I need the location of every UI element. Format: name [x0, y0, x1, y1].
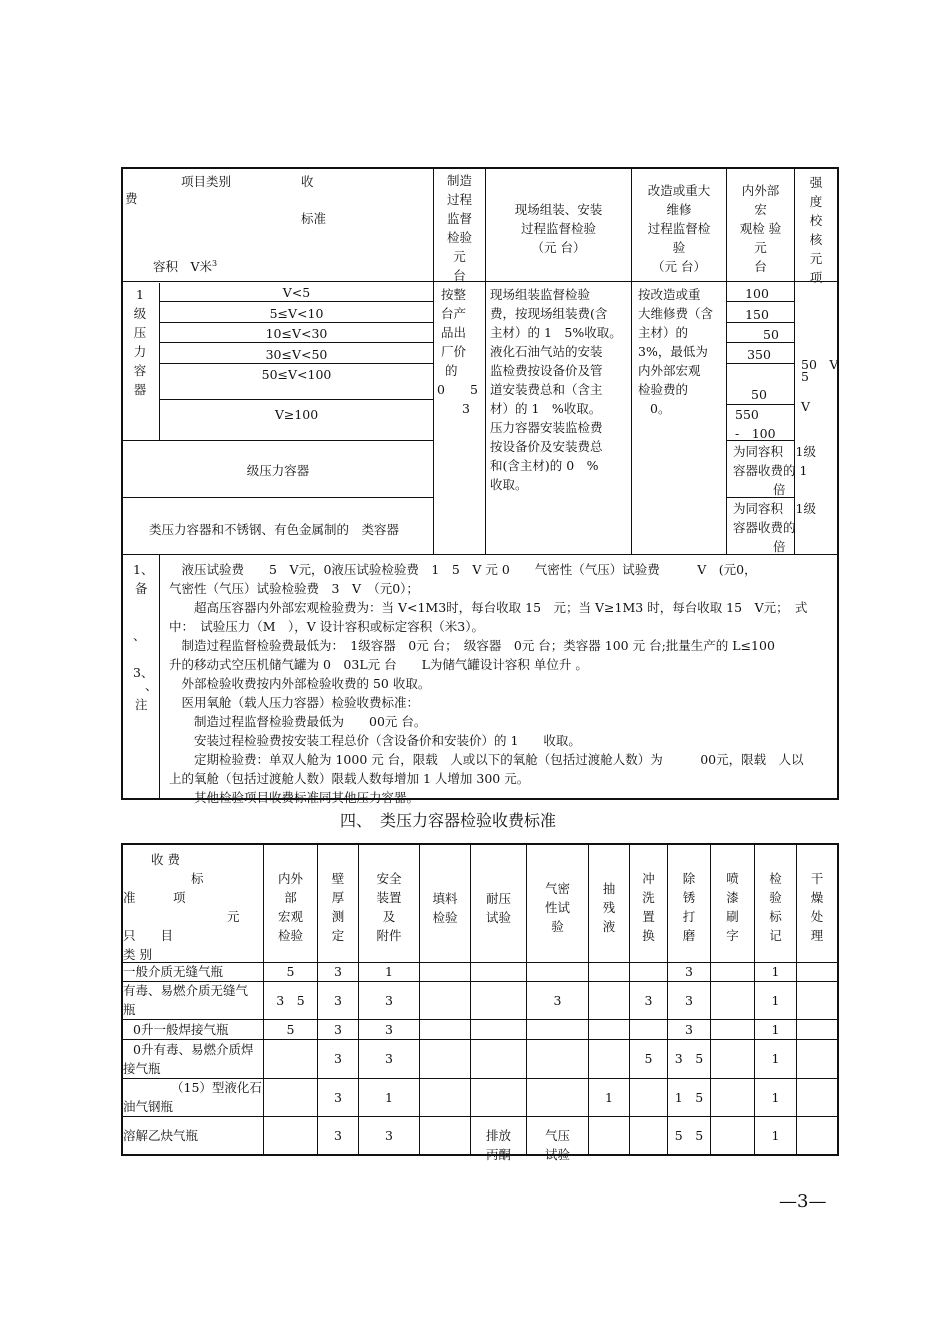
volume-row: 10≤V<30	[265, 326, 328, 341]
table-cell: 3	[553, 992, 562, 1008]
column-header: 内外 部 宏观 检验	[277, 871, 303, 943]
header-strength: 强 度 校 核 元 项	[809, 175, 823, 285]
column-header: 干 燥 处 理	[810, 871, 824, 943]
row-name: 有毒、易燃介质无缝气 瓶	[123, 983, 249, 1017]
class2-label: 级压力容器	[246, 463, 310, 478]
row-name: 一般介质无缝气瓶	[123, 964, 224, 979]
table-cell: 气压 试验	[544, 1128, 570, 1162]
modify-text: 按改造或重 大维修费（含 主材）的 3%，最低为 内外部宏观 检验费的 0。	[638, 287, 714, 416]
row-name: 0升一般焊接气瓶	[133, 1021, 229, 1037]
table-cell: 5	[286, 1021, 295, 1037]
table-cell: 5	[286, 964, 295, 979]
table-cell: 3	[685, 1021, 693, 1037]
header-charge: 收	[301, 174, 314, 189]
volume-row: V≥100	[274, 407, 319, 422]
header-fee: 费	[125, 191, 138, 206]
install-text: 现场组装监督检验 费，按现场组装费(含 主材）的 1 5%收取。 液化石油气站的安装 监检费按设备价及管 道安装费总和（含主 材）的 1 %收取。 压力容器安装监检费 按设备价及安装费总 和(含主材)的 0 % 收取。	[490, 287, 622, 492]
column-header: 壁 厚 测 定	[331, 871, 345, 943]
table-cell: 3 5	[674, 1051, 704, 1066]
strength-text: 50 V 5 V	[801, 357, 839, 414]
section-caption: 四、 类压力容器检验收费标准	[340, 811, 557, 830]
row-name: 0升有毒、易燃介质焊 接气瓶	[123, 1041, 254, 1076]
table-cell: 1	[771, 992, 780, 1008]
class3-label: 类压力容器和不锈钢、有色金属制的 类容器	[149, 522, 400, 537]
table-cell: 5 5	[674, 1127, 704, 1143]
table-cell: 3	[334, 1051, 342, 1066]
table-cell: 3	[334, 1127, 342, 1143]
inspect-value: 350	[747, 347, 771, 362]
inspect-value: 50	[751, 387, 767, 402]
fee-table-gas-cylinders	[121, 843, 839, 1162]
header-modify: 改造或重大 维修 过程监督检 验 （元 台）	[647, 183, 711, 274]
table-cell: 3	[685, 964, 693, 979]
inspect-value: 50	[763, 327, 779, 342]
table-cell: 1	[771, 964, 780, 979]
table-cell: 3	[385, 992, 393, 1008]
volume-row: 5≤V<10	[269, 306, 324, 321]
header-install: 现场组装、安装 过程监督检验 （元 台）	[514, 202, 603, 255]
class3-inspect: 为同容积 1级 容器收费的 倍	[733, 501, 816, 554]
table-cell: 3	[685, 992, 693, 1008]
table-cell: 1	[771, 1089, 780, 1105]
row-name: （15）型液化石 油气钢瓶	[123, 1080, 262, 1114]
class2-inspect: 为同容积 1级 容器收费的 1 倍	[733, 444, 816, 497]
fee-table-pressure-vessels	[121, 167, 839, 805]
table-cell: 3	[385, 1051, 393, 1066]
table-cell: 排放 丙酮	[485, 1128, 511, 1162]
class1-label: 1 级 压 力 容 器	[133, 287, 147, 397]
manufacture-text: 按整 台产 品出 厂价 的 0 5 3	[437, 287, 478, 416]
table-cell: 1	[385, 1089, 393, 1105]
volume-row: 50≤V<100	[261, 367, 332, 382]
column-header: 除 锈 打 磨	[682, 871, 696, 943]
table-cell: 1	[605, 1089, 613, 1105]
table-cell: 3	[385, 1021, 393, 1037]
table-cell: 3	[385, 1127, 393, 1143]
column-header: 检 验 标 记	[769, 871, 782, 943]
table-cell: 1	[385, 964, 393, 979]
table-cell: 3	[644, 992, 653, 1008]
header-standard: 标准	[301, 211, 327, 226]
inspect-value: 150	[745, 307, 769, 322]
table-cell: 3	[334, 1021, 342, 1037]
table-cell: 1 5	[674, 1089, 704, 1105]
volume-row: 30≤V<50	[265, 347, 328, 362]
table-cell: 1	[771, 1021, 780, 1037]
page-number: —3—	[779, 1191, 827, 1212]
inspect-value: 100	[745, 286, 769, 301]
table-cell: 3	[334, 1089, 342, 1105]
column-header: 冲 洗 置 换	[642, 871, 655, 943]
table-cell: 1	[771, 1051, 780, 1066]
column-header: 填料 检验	[432, 891, 458, 925]
table-cell: 1	[771, 1127, 780, 1143]
table-cell: 3	[334, 992, 342, 1008]
column-header: 气密 性试 验	[544, 881, 570, 934]
row-name: 溶解乙炔气瓶	[123, 1127, 199, 1143]
header-inspect: 内外部 宏 观检 验 元 台	[739, 183, 782, 274]
column-header: 喷 漆 刷 字	[726, 871, 739, 943]
column-header: 耐压 试验	[485, 891, 511, 925]
header-item-category: 项目类别	[181, 174, 232, 189]
table-cell: 3 5	[276, 992, 305, 1008]
header-volume: 容积 V米$^3$	[153, 259, 218, 275]
inspect-value: 550	[735, 407, 759, 422]
table-cell: 5	[644, 1051, 653, 1066]
volume-row: V<5	[282, 285, 311, 300]
notes-text: 液压试验费 5 V元，0液压试验检验费 1 5 V 元 0 气密性（气压）试验费 V (元0， 气密性（气压）试验检验费 3 V （元0）； 超高压容器内外部宏观检验费为：当 V<1M3时，每台收取 15 元；当 V≥1M3 时，每台收取 15 V元； 式 中： 试验压力（M ），V 设计容积或标定容积（米3）。 制造过程监督检验费最低为： 1级容器 0元 台； 级容器 0元 台；类容器 100 元 台;批量生产的 L≤100 升的移动式空压机储气罐为 0 03L元 台 L为储气罐设计容积 单位升 。 外部检验收费按内外部检验收费的 50 收取。 医用氧舱（载人压力容器）检验收费标准： 制造过程监督检验费最低为 00元 台。 安装过程检验费按安装工程总价（含设备价和安装价）的 1 收取。 定期检验费：单双人舱为 1000 元 台，限载 人或以下的氧舱（包括过渡舱人数）为 00元，限载 人以 上的氧舱（包括过渡舱人数）限载人数每增加 1 人增加 300 元。 其他检验项目收费标准同其他压力容器。	[169, 562, 808, 805]
table2-corner: 收 费 标 准 项 元 只 目 类 别	[123, 852, 240, 962]
column-header: 抽 残 液	[602, 881, 616, 934]
notes-label: 1、 备 、 3、 、 注	[133, 562, 158, 712]
column-header: 安全 装置 及 附件	[376, 871, 402, 943]
header-manufacture: 制造 过程 监督 检验 元 台	[446, 173, 472, 283]
table-cell: 3	[334, 964, 342, 979]
inspect-value: - 100	[735, 426, 776, 441]
